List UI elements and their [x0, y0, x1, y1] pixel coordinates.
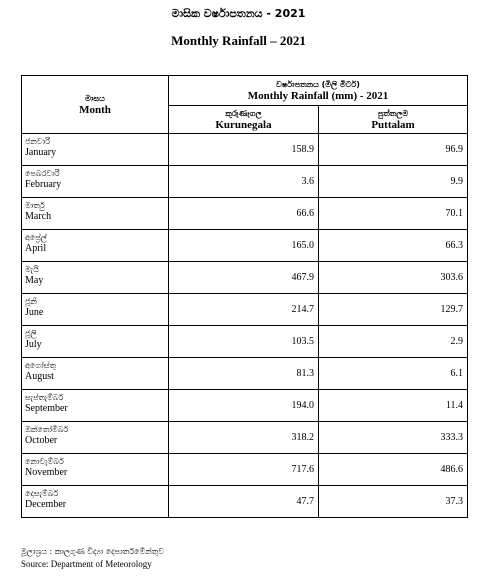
- rainfall-header-english: Monthly Rainfall (mm) - 2021: [247, 89, 389, 102]
- rainfall-column-header: [169, 76, 468, 106]
- table-row: [22, 390, 468, 422]
- month-name-sinhala: පෙබරවාරි: [25, 169, 60, 178]
- month-cell: [22, 198, 169, 230]
- table-row: [22, 358, 468, 390]
- month-name-english: September: [25, 403, 68, 414]
- kurunegala-value: 214.7: [169, 294, 319, 326]
- month-name-english: January: [25, 147, 57, 158]
- month-name-english: August: [25, 371, 54, 382]
- kurunegala-value: 3.6: [169, 166, 319, 198]
- kurunegala-value: 717.6: [169, 454, 319, 486]
- source-note: [21, 546, 164, 570]
- table-row: [22, 486, 468, 518]
- rainfall-table: [21, 75, 468, 518]
- table-row: [22, 198, 468, 230]
- puttalam-value: 486.6: [319, 454, 468, 486]
- kurunegala-value: 194.0: [169, 390, 319, 422]
- kurunegala-column-header: [169, 106, 319, 134]
- puttalam-value: 333.3: [319, 422, 468, 454]
- month-name-sinhala: මාර්තු: [25, 201, 45, 210]
- month-name-english: July: [25, 339, 42, 350]
- table-row: [22, 326, 468, 358]
- table-row: [22, 166, 468, 198]
- kurunegala-value: 81.3: [169, 358, 319, 390]
- source-sinhala: මූලාශ්‍රය : කාලගුණ විද්‍යා දෙපාර්තමේන්තුව: [21, 547, 164, 556]
- month-name-english: November: [25, 467, 68, 478]
- month-name-sinhala: නොවැම්බර්: [25, 457, 64, 466]
- kurunegala-value: 467.9: [169, 262, 319, 294]
- month-cell: [22, 134, 169, 166]
- table-row: [22, 294, 468, 326]
- month-name-sinhala: සැප්තැම්බර්: [25, 393, 64, 402]
- month-name-english: December: [25, 499, 67, 510]
- month-name-sinhala: ජූනි: [25, 297, 37, 306]
- month-name-sinhala: මැයි: [25, 265, 39, 274]
- month-column-header: [22, 76, 169, 134]
- month-cell: [22, 422, 169, 454]
- puttalam-value: 303.6: [319, 262, 468, 294]
- kurunegala-value: 158.9: [169, 134, 319, 166]
- puttalam-value: 37.3: [319, 486, 468, 518]
- month-cell: [22, 326, 169, 358]
- puttalam-header-sinhala: පුත්තලම: [377, 108, 409, 118]
- puttalam-value: 6.1: [319, 358, 468, 390]
- month-cell: [22, 390, 169, 422]
- kurunegala-value: 103.5: [169, 326, 319, 358]
- month-name-english: May: [25, 275, 44, 286]
- kurunegala-header-english: Kurunegala: [215, 118, 272, 131]
- table-row: [22, 454, 468, 486]
- month-cell: [22, 486, 169, 518]
- puttalam-column-header: [319, 106, 468, 134]
- kurunegala-value: 318.2: [169, 422, 319, 454]
- month-name-sinhala: ඔක්තෝම්බර්: [25, 425, 69, 434]
- puttalam-value: 70.1: [319, 198, 468, 230]
- rainfall-header-sinhala: වර්ෂාපතනය (මිලි මීටර්): [276, 79, 360, 89]
- kurunegala-value: 165.0: [169, 230, 319, 262]
- table-row: [22, 422, 468, 454]
- table-row: [22, 230, 468, 262]
- page-title: Monthly Rainfall – 2021: [171, 33, 306, 48]
- month-name-english: March: [25, 211, 52, 222]
- month-name-sinhala: ජූලි: [25, 329, 37, 338]
- month-name-sinhala: අගෝස්තු: [25, 361, 56, 370]
- table-header-row: [22, 76, 468, 106]
- kurunegala-value: 47.7: [169, 486, 319, 518]
- puttalam-value: 129.7: [319, 294, 468, 326]
- month-name-sinhala: දෙසැම්බර්: [25, 489, 59, 498]
- month-cell: [22, 294, 169, 326]
- puttalam-value: 9.9: [319, 166, 468, 198]
- month-name-english: October: [25, 435, 58, 446]
- table-row: [22, 134, 468, 166]
- kurunegala-header-sinhala: කුරුණෑගල: [225, 108, 262, 118]
- source-english: Source: Department of Meteorology: [21, 559, 152, 569]
- puttalam-value: 66.3: [319, 230, 468, 262]
- month-cell: [22, 230, 169, 262]
- month-cell: [22, 454, 169, 486]
- month-header-sinhala: මාසය: [85, 93, 105, 103]
- month-header-english: Month: [79, 103, 111, 116]
- month-name-sinhala: අප්‍රේල්: [25, 233, 47, 242]
- month-name-english: June: [25, 307, 44, 318]
- month-cell: [22, 262, 169, 294]
- puttalam-value: 11.4: [319, 390, 468, 422]
- month-name-english: April: [25, 243, 47, 254]
- table-row: [22, 262, 468, 294]
- puttalam-value: 2.9: [319, 326, 468, 358]
- month-cell: [22, 358, 169, 390]
- puttalam-header-english: Puttalam: [371, 118, 415, 131]
- puttalam-value: 96.9: [319, 134, 468, 166]
- kurunegala-value: 66.6: [169, 198, 319, 230]
- title-sinhala: මාසික වර්ෂාපතනය - 2021: [171, 7, 306, 20]
- month-name-sinhala: ජනවාරි: [25, 137, 51, 146]
- month-cell: [22, 166, 169, 198]
- month-name-english: February: [25, 179, 62, 190]
